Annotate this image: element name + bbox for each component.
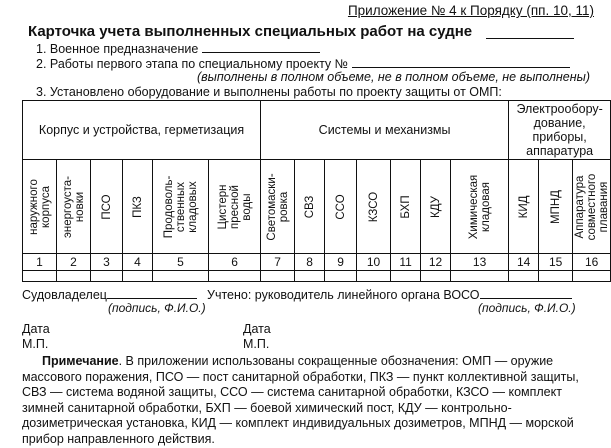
item-2-label: 2. Работы первого этапа по специальному проекту №	[36, 57, 349, 71]
column-header-line: ССО	[334, 193, 347, 220]
column-number: 9	[325, 254, 357, 271]
column-number: 15	[539, 254, 573, 271]
owner-caption: (подпись, Ф.И.О.)	[108, 301, 206, 315]
column-header-line: БХП	[399, 194, 412, 219]
table-cell[interactable]	[421, 271, 451, 282]
column-header-line: воды	[240, 192, 253, 221]
item-3: 3. Установлено оборудование и выполнены работы по проекту защиты от ОМП:	[36, 85, 502, 99]
column-header	[295, 160, 325, 254]
column-header-line: КДУ	[429, 195, 442, 218]
accounted-sign-blank	[480, 287, 572, 299]
table-cell[interactable]	[295, 271, 325, 282]
date-label-left: Дата	[22, 322, 50, 336]
group-electrical: Электрообору- дование, приборы, аппаратура	[509, 101, 611, 160]
column-header	[209, 160, 261, 254]
column-header	[451, 160, 509, 254]
column-number: 6	[209, 254, 261, 271]
column-header	[91, 160, 123, 254]
table-cell[interactable]	[509, 271, 539, 282]
column-number: 11	[391, 254, 421, 271]
column-header	[421, 160, 451, 254]
column-header-line: Светомаски-	[265, 172, 278, 241]
column-header-label	[468, 174, 492, 238]
item-2-blank	[352, 56, 570, 68]
seal-label-right: М.П.	[243, 337, 270, 351]
note-label: Примечание	[42, 354, 119, 368]
table-cell[interactable]	[209, 271, 261, 282]
date-label-right: Дата	[243, 322, 271, 336]
column-header	[23, 160, 57, 254]
table-cell[interactable]	[573, 271, 611, 282]
column-header-line: плавания	[597, 181, 610, 232]
column-header-label	[266, 173, 290, 240]
item-1	[36, 41, 320, 56]
table-cell[interactable]	[451, 271, 509, 282]
group-hull: Корпус и устройства, герметизация	[23, 101, 261, 160]
column-header-label	[518, 195, 530, 218]
table-cell[interactable]	[57, 271, 91, 282]
column-number: 16	[573, 254, 611, 271]
column-header-line: новки	[73, 191, 86, 222]
table-cell[interactable]	[153, 271, 209, 282]
column-header-label	[400, 195, 412, 218]
accounted-caption: (подпись, Ф.И.О.)	[478, 301, 576, 315]
group-systems: Системы и механизмы	[261, 101, 509, 160]
column-header-label	[574, 173, 610, 240]
column-header-label	[62, 176, 86, 238]
table-cell[interactable]	[91, 271, 123, 282]
table-cell[interactable]	[391, 271, 421, 282]
column-header	[573, 160, 611, 254]
item-1-blank	[202, 41, 320, 53]
column-header	[391, 160, 421, 254]
column-header-label	[550, 190, 562, 224]
column-number: 3	[91, 254, 123, 271]
table-cell[interactable]	[325, 271, 357, 282]
column-header-line: ственных	[174, 181, 187, 232]
accounted-label: Учтено: руководитель линейного органа ВОСО	[207, 288, 480, 302]
column-number: 7	[261, 254, 295, 271]
table-cell[interactable]	[123, 271, 153, 282]
column-header-line: наружного	[27, 178, 40, 235]
column-header	[261, 160, 295, 254]
column-header-line: корпуса	[39, 185, 52, 228]
table-cell[interactable]	[539, 271, 573, 282]
column-header-line: кладовых	[186, 180, 199, 233]
column-header-label	[163, 175, 199, 238]
owner-label: Судовладелец	[22, 288, 107, 302]
column-header-line: Аппаратура	[573, 175, 586, 238]
column-header-label	[335, 194, 347, 219]
column-header-label	[304, 195, 316, 218]
column-header-line: ПСО	[100, 193, 113, 220]
column-header-label	[132, 196, 144, 218]
column-number: 1	[23, 254, 57, 271]
column-header-line: Продоволь-	[162, 175, 175, 238]
column-header	[325, 160, 357, 254]
column-header	[357, 160, 391, 254]
column-header	[153, 160, 209, 254]
table-cell[interactable]	[357, 271, 391, 282]
item-1-label: 1. Военное предназначение	[36, 42, 199, 56]
column-header-line: МПНД	[549, 189, 562, 224]
appendix-reference: Приложение № 4 к Порядку (пп. 10, 11)	[347, 3, 594, 18]
item-2	[36, 56, 570, 71]
column-number: 2	[57, 254, 91, 271]
table-cell[interactable]	[23, 271, 57, 282]
column-header-line: Цистерн	[216, 184, 229, 229]
owner-sign-blank	[107, 287, 197, 299]
seal-label-left: М.П.	[22, 337, 49, 351]
column-number: 12	[421, 254, 451, 271]
column-header-line: кладовая	[479, 181, 492, 232]
note-paragraph	[22, 354, 592, 447]
column-header	[509, 160, 539, 254]
column-number: 10	[357, 254, 391, 271]
works-table	[22, 100, 611, 282]
column-number: 8	[295, 254, 325, 271]
column-header-line: ровка	[277, 191, 290, 222]
column-header-line: КИД	[517, 195, 530, 218]
column-header-label	[28, 179, 52, 235]
title-fill-line	[486, 38, 574, 39]
column-header	[539, 160, 573, 254]
column-header-label	[430, 196, 442, 218]
column-header-line: пресной	[228, 184, 241, 229]
column-header-line: совместного	[585, 173, 598, 240]
column-header-line: Химическая	[467, 174, 480, 239]
column-number: 4	[123, 254, 153, 271]
column-header	[123, 160, 153, 254]
column-header-label	[101, 194, 113, 219]
column-header	[57, 160, 91, 254]
column-number: 14	[509, 254, 539, 271]
column-header-line: энергоуста-	[61, 175, 74, 238]
document-title: Карточка учета выполненных специальных работ на судне	[28, 23, 473, 40]
item-2-note: (выполнены в полном объеме, не в полном объеме, не выполнены)	[196, 70, 590, 84]
column-header-label	[368, 191, 380, 221]
column-header-line: КЗСО	[367, 191, 380, 222]
column-header-line: СВЗ	[303, 195, 316, 218]
column-header-label	[217, 184, 253, 229]
note-text: . В приложении использованы сокращенные обозначения: ОМП — оружие массового поражения, ПСО — пост санитарной обработки, ПКЗ — пункт коллективной защиты, СВЗ — система водяной защиты, ССО — система санитарной обработки, КЗСО — комплект зимней санитарной обработки, БХП — боевой химический пост, КДУ — контрольно-дозиметрическая установка, КИД — комплект индивидуальных дозиметров, МПНД — морской прибор направленного действия.	[22, 354, 579, 446]
table-cell[interactable]	[261, 271, 295, 282]
column-number: 5	[153, 254, 209, 271]
accounted-line	[207, 287, 572, 302]
column-header-line: ПКЗ	[131, 195, 144, 218]
owner-line	[22, 287, 197, 302]
column-number: 13	[451, 254, 509, 271]
